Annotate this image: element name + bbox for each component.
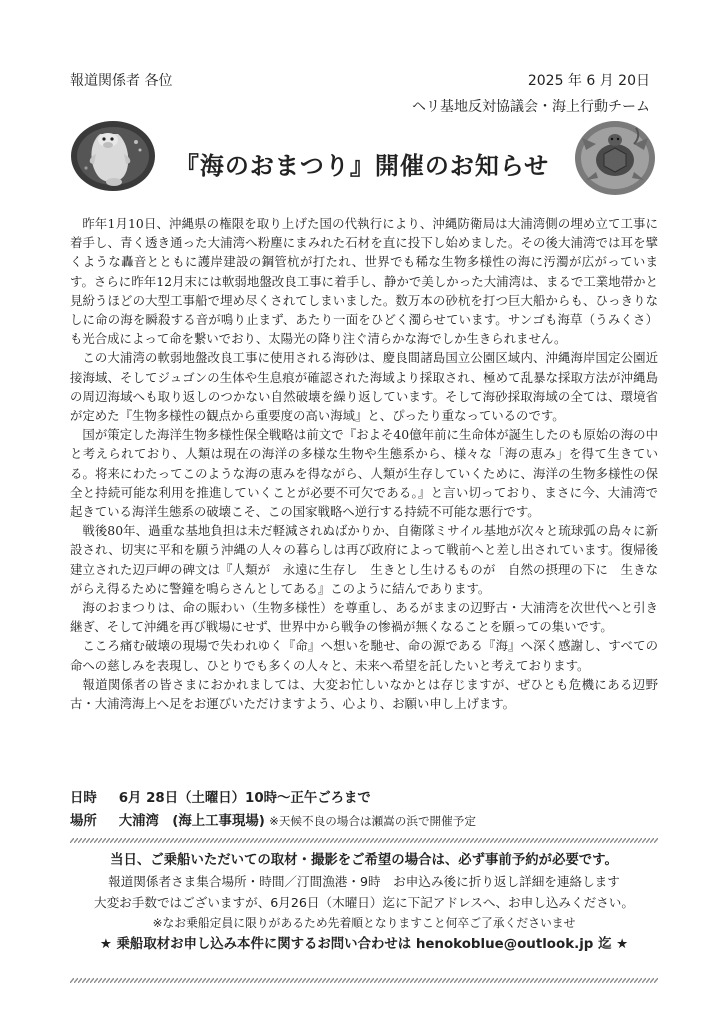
paragraph: 戦後80年、過重な基地負担は未だ軽減されぬばかりか、自衛隊ミサイル基地が次々と琉球弧の島々に新設され、切実に平和を願う沖縄の人々の暮らしは再び政府によって戦前へと差し出されています。復帰後建立された辺戸岬の碑文は『人類が 永遠に生存し 生きとし生けるものが 自然の摂理の下に 生きながらえ得るために警鐘を鳴らさんとしてある』このように結んであります。	[70, 523, 658, 596]
event-date-value: 6月 28日（土曜日）10時〜正午ごろまで	[118, 791, 371, 806]
event-place-note: ※天候不良の場合は瀬嵩の浜で開催予定	[269, 814, 476, 828]
event-date-row	[70, 788, 476, 810]
event-place-value: 大浦湾 (海上工事現場)	[118, 814, 265, 829]
notice-line-2: 報道関係者さま集合場所・時間／汀間漁港・9時 お申込み後に折り返し詳細を連絡します	[108, 874, 620, 889]
paragraph: 報道関係者の皆さまにおかれましては、大変お忙しいなかとは存じますが、ぜひとも危機にある辺野古・大浦湾海上へ足をお運びいただけますよう、心より、お願い申し上げます。	[70, 676, 658, 712]
paragraph: 昨年1月10日、沖縄県の権限を取り上げた国の代執行により、沖縄防衛局は大浦湾側の埋め立て工事に着手し、青く透き通った大浦湾へ粉塵にまみれた石材を直に投下し始めました。その後大浦湾では耳を擘くような轟音とともに護岸建設の鋼管杭が打たれ、世界でも稀な生物多様性の海に汚濁が広がっています。さらに昨年12月末には軟弱地盤改良工事に着手し、静かで美しかった大浦湾は、まるで工業地帯かと見紛うほどの大型工事船で埋め尽くされてしまいました。数万本の砂杭を打つ巨大船からも、ひっきりなしに命の海を瞬殺する音が鳴り止まず、あたり一面をひどく濁らせています。サンゴも海草（うみくさ）も光合成によって命を繋いでおり、太陽光の降り注ぐ清らかな海でしか生きられません。	[70, 216, 658, 347]
event-place-label: 場所	[70, 814, 97, 829]
issue-date: 2025 年 6 月 20日	[527, 73, 650, 89]
contact-line	[64, 934, 664, 955]
event-details	[70, 788, 476, 833]
paragraph: 海のおまつりは、命の賑わい（生物多様性）を尊重し、あるがままの辺野古・大浦湾を次世代へと引き継ぎ、そして沖縄を再び戦場にせず、世界中から戦争の惨禍が無くなることを願っての集いです。	[70, 600, 658, 635]
addressee: 報道関係者 各位	[70, 73, 173, 89]
notice-line-4: ※なお乗船定員に限りがあるため先着順となりますこと何卒ご了承くださいませ	[152, 916, 576, 930]
press-notice	[64, 850, 664, 955]
contact-prefix: ★ 乗船取材お申し込み本件に関するお問い合わせは	[99, 937, 412, 952]
contact-email[interactable]: henokoblue@outlook.jp	[415, 937, 594, 952]
event-date-label: 日時	[70, 791, 97, 806]
organization: ヘリ基地反対協議会・海上行動チーム	[412, 99, 650, 115]
paragraph: 国が策定した海洋生物多様性保全戦略は前文で『およそ40億年前に生命体が誕生したのも原始の海の中と考えられており、人類は現在の海洋の多様な生物や生態系から、様々な「海の恵み」を得て生きている。将来にわたってこのような海の恵みを得ながら、人類が生存していくために、海洋の生物多様性の保全と持続可能な利用を推進していくことが必要不可欠である。』と言い切っており、まさに今、大浦湾で起きている海洋生態系の破壊こそ、この国家戦略へ逆行する持続不可能な悪行です。	[70, 427, 658, 520]
paragraph: こころ痛む破壊の現場で失われゆく『命』へ想いを馳せ、命の源である『海』へ深く感謝し、すべての命への慈しみを表現し、ひとりでも多くの人々と、未来へ希望を託したいと考えております。	[70, 638, 658, 673]
contact-suffix: 迄 ★	[598, 937, 629, 952]
notice-line-1: 当日、ご乗船いただいての取材・撮影をご希望の場合は、必ず事前予約が必要です。	[110, 853, 618, 868]
page-title: 『海のおまつり』開催のお知らせ	[174, 152, 550, 180]
divider	[70, 838, 658, 843]
notice-line-3: 大変お手数ではございますが、6月26日（木曜日）迄に下記アドレスへ、お申し込みください。	[93, 895, 634, 910]
paragraph: この大浦湾の軟弱地盤改良工事に使用される海砂は、慶良間諸島国立公園区域内、沖縄海岸国定公園近接海域、そしてジュゴンの生体や生息痕が確認された海域より採取され、極めて乱暴な採取方法が沖縄島の周辺海域へも取り返しのつかない自然破壊を繰り返しています。そして海砂採取海域の全ては、環境省が定めた『生物多様性の観点から重要度の高い海域』と、ぴったり重なっているのです。	[70, 350, 658, 424]
divider	[70, 978, 658, 983]
event-place-row	[70, 810, 476, 833]
body-text	[70, 214, 658, 713]
